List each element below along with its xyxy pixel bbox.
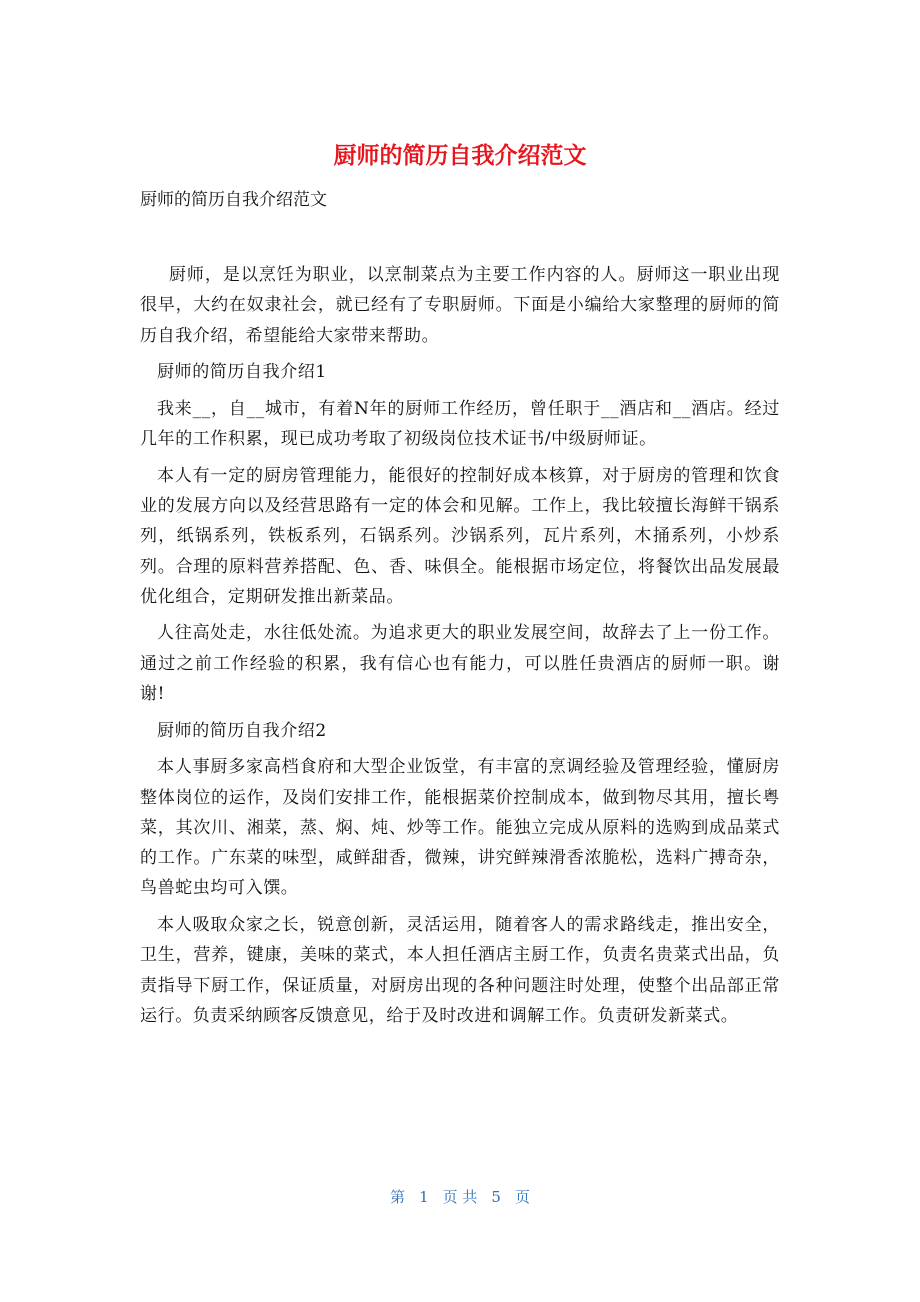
section-heading-2: 厨师的简历自我介绍2 (157, 720, 327, 741)
footer-label-of: 页 共 (442, 1188, 478, 1206)
section-heading-1: 厨师的简历自我介绍1 (157, 362, 327, 383)
paragraph: 本人事厨多家高档食府和大型企业饭堂，有丰富的烹调经验及管理经验，懂厨房整体岗位的运作，及岗们安排工作，能根据菜价控制成本，做到物尽其用，擅长粤菜，其次川、湘菜，蒸、焖、炖、炒等工作。能独立完成从原料的选购到成品菜式的工作。广东菜的味型，咸鲜甜香，微辣，讲究鲜辣滑香浓脆松，选料广搏奇杂，鸟兽蛇虫均可入馔。 (140, 757, 780, 899)
paragraph: 本人有一定的厨房管理能力，能很好的控制好成本核算，对于厨房的管理和饮食业的发展方向以及经营思路有一定的体会和见解。工作上，我比较擅长海鲜干锅系列，纸锅系列，铁板系列，石锅系列。沙锅系列，瓦片系列，木捅系列，小炒系列。合理的原料营养搭配、色、香、味俱全。能根据市场定位，将餐饮出品发展最优化组合，定期研发推出新菜品。 (140, 465, 780, 607)
page-footer (0, 1186, 920, 1207)
paragraph: 我来__，自__城市，有着N年的厨师工作经历，曾任职于__酒店和__酒店。经过几年的工作积累，现已成功考取了初级岗位技术证书/中级厨师证。 (140, 398, 780, 450)
document-title: 厨师的简历自我介绍范文 (333, 143, 587, 169)
paragraph: 本人吸取众家之长，锐意创新，灵活运用，随着客人的需求路线走，推出安全，卫生，营养，键康，美味的菜式，本人担任酒店主厨工作，负责名贵菜式出品，负责指导下厨工作，保证质量，对厨房出现的各种问题注时处理，使整个出品部正常运行。负责采纳顾客反馈意见，给于及时改进和调解工作。负责研发新菜式。 (140, 915, 780, 1026)
document-subtitle: 厨师的简历自我介绍范文 (140, 190, 327, 210)
document-body (140, 260, 780, 1038)
footer-total-pages: 5 (491, 1188, 501, 1206)
footer-current-page: 1 (419, 1188, 429, 1206)
footer-label-page: 第 (390, 1188, 406, 1206)
paragraph: 人往高处走，水往低处流。为追求更大的职业发展空间，故辞去了上一份工作。通过之前工作经验的积累，我有信心也有能力，可以胜任贵酒店的厨师一职。谢谢! (140, 623, 780, 705)
intro-paragraph: 厨师，是以烹饪为职业，以烹制菜点为主要工作内容的人。厨师这一职业出现很早，大约在奴隶社会，就已经有了专职厨师。下面是小编给大家整理的厨师的简历自我介绍，希望能给大家带来帮助。 (140, 265, 780, 346)
footer-label-pages: 页 (514, 1188, 530, 1206)
